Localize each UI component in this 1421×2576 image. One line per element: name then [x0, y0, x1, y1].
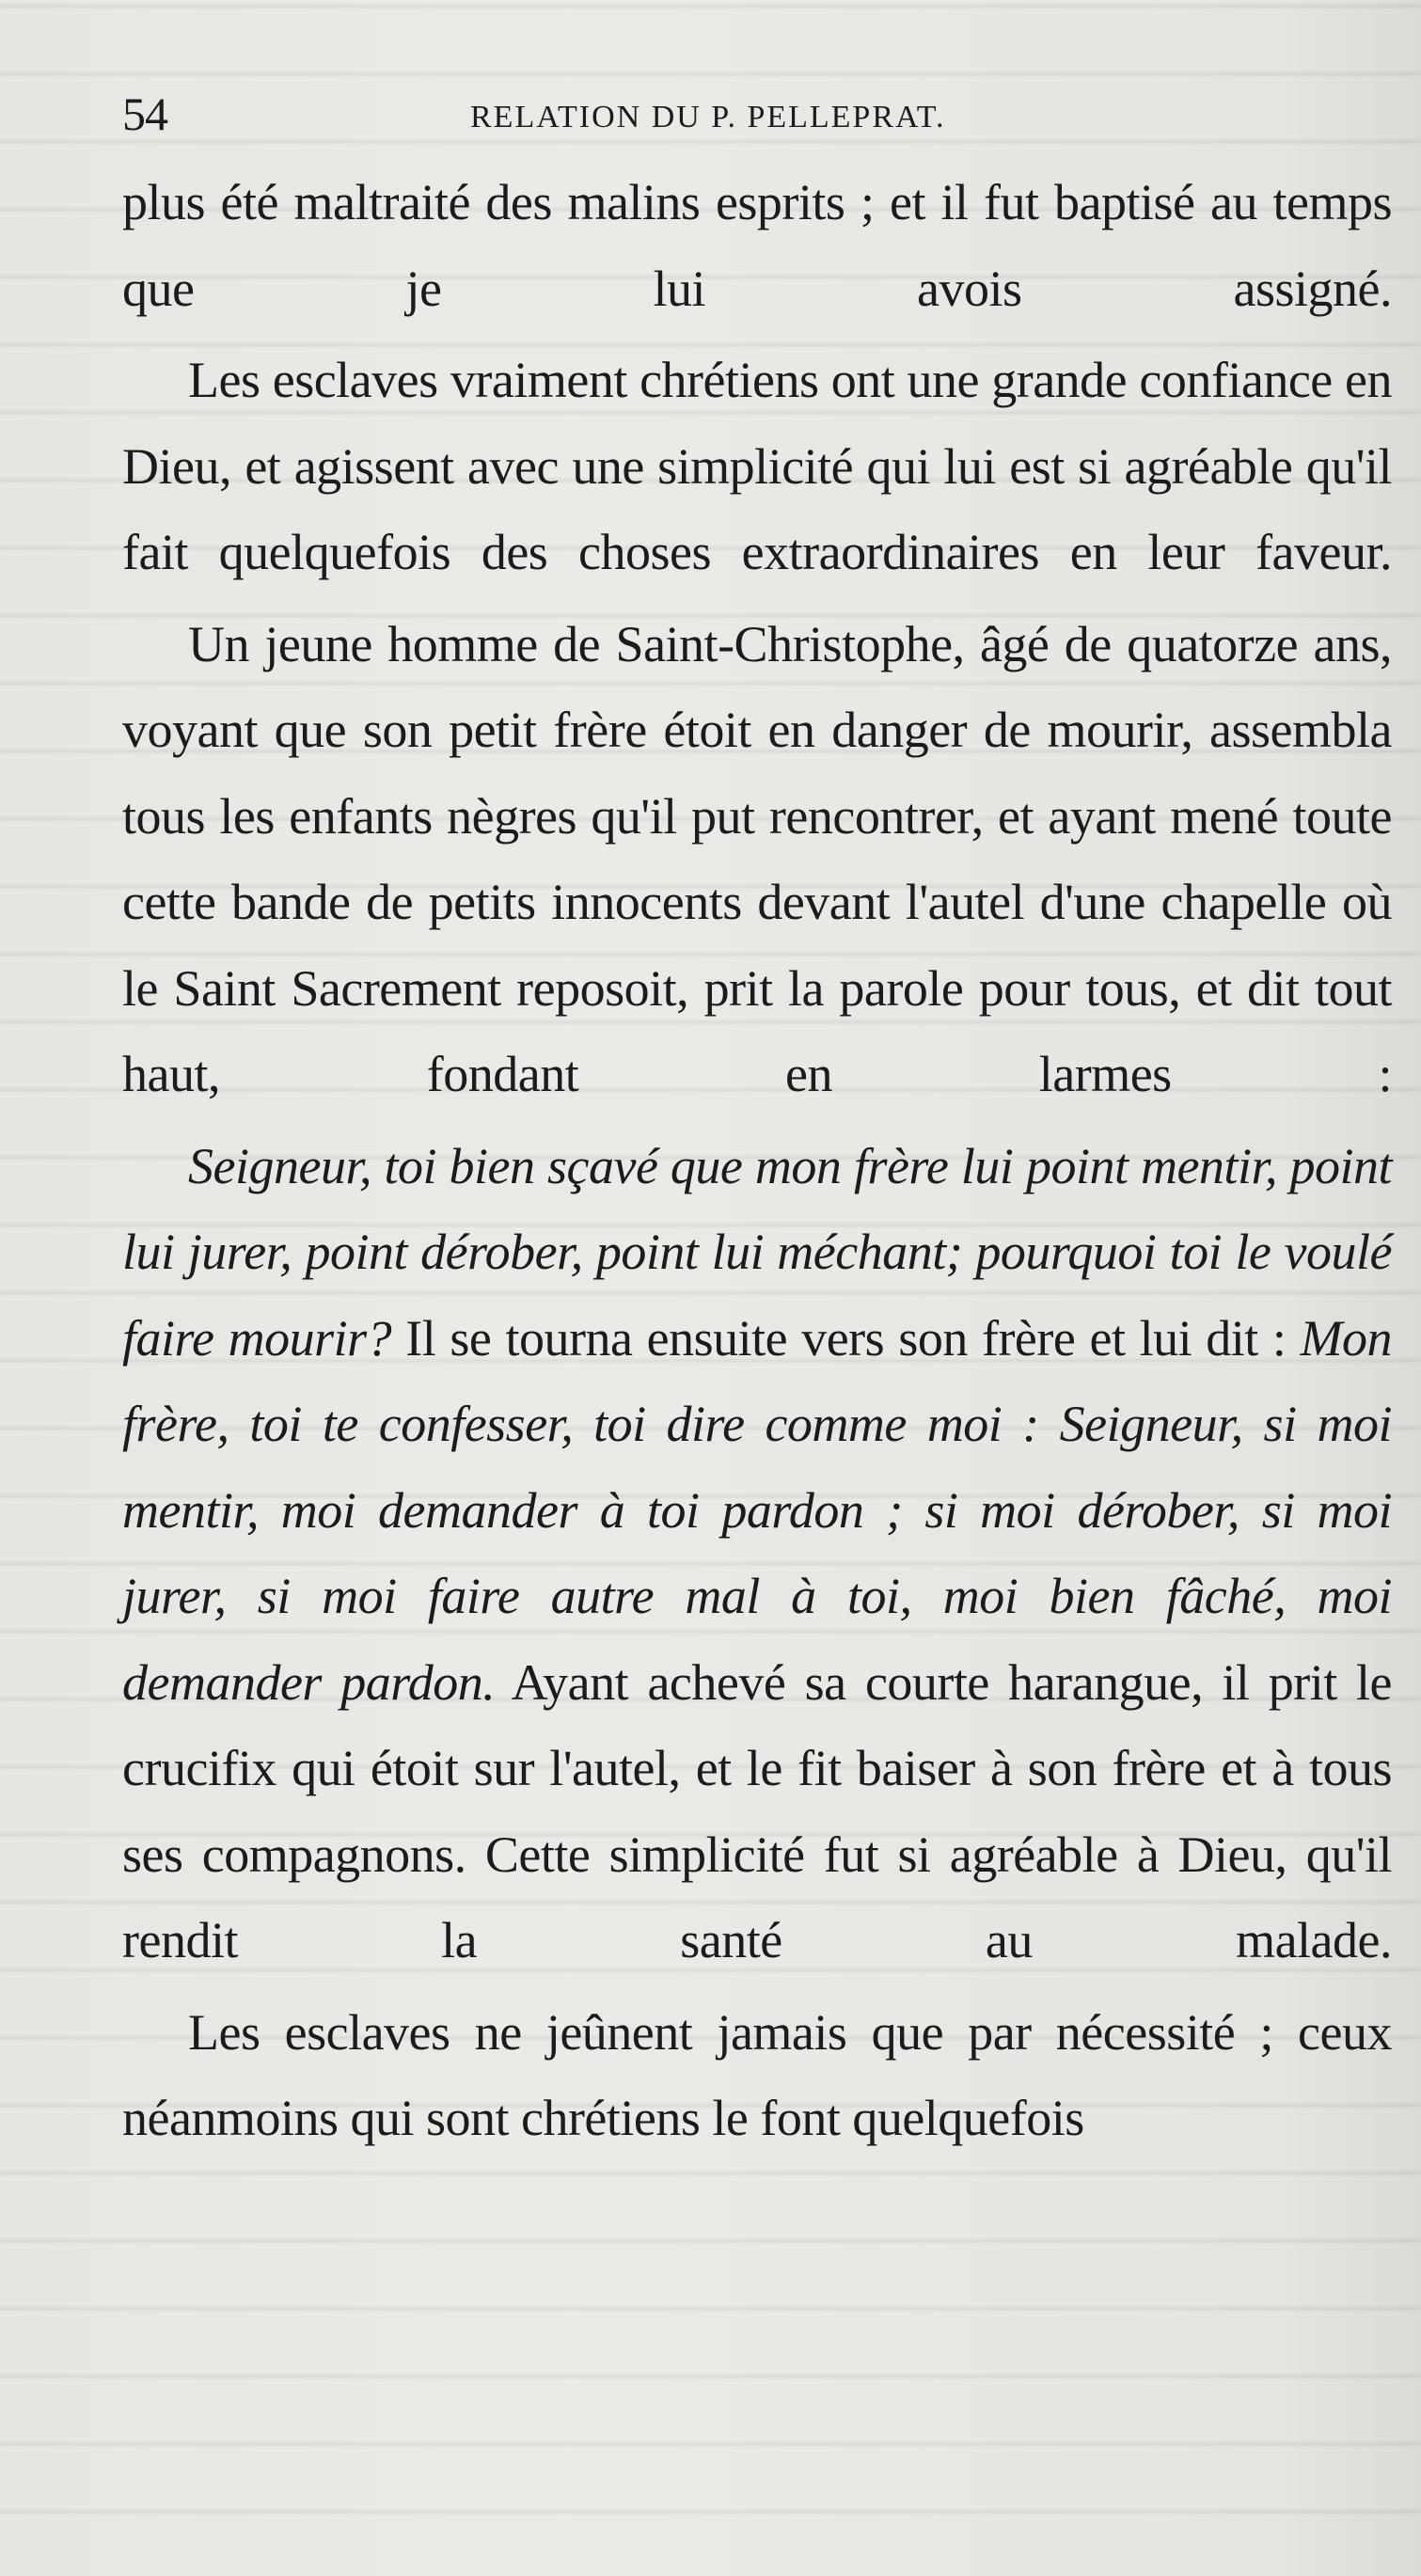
page-number: 54 — [122, 87, 167, 140]
italic-span: Seigneur, toi bien sçavé que mon frère lui point mentir, point lui jurer, point dérober, point lui méchant; pourquoi toi le voulé faire mourir? — [122, 1137, 1392, 1367]
paragraph — [122, 338, 1392, 596]
paragraph — [122, 160, 1392, 332]
running-title: RELATION DU P. PELLEPRAT. — [470, 100, 946, 134]
text-span: Ayant achevé sa courte harangue, il prit le crucifix qui étoit sur l'autel, et le fit baiser à son frère et à tous ses compagnons. Cette simplicité fut si agréable à Dieu, qu'il rendit la santé au malade. — [122, 1653, 1392, 1968]
text-span: Il se tourna ensuite vers son frère et lui dit : — [391, 1309, 1301, 1367]
italic-span: Mon frère, toi te confesser, toi dire comme moi : Seigneur, si moi mentir, moi demander à toi pardon ; si moi dérober, si moi jurer, si moi faire autre mal à toi, moi bien fâché, moi demander pardon. — [122, 1309, 1392, 1711]
text-span: Les esclaves vraiment chrétiens ont une grande confiance en Dieu, et agissent avec une simplicité qui lui est si agréable qu'il fait quelquefois des choses extraordinaires en leur faveur. — [122, 352, 1392, 580]
text-span: plus été maltraité des malins esprits ; et il fut baptisé au temps que je lui avois assigné. — [122, 174, 1392, 317]
text-span: Les esclaves ne jeûnent jamais que par nécessité ; ceux néanmoins qui sont chrétiens le font quelquefois — [122, 2003, 1392, 2146]
paragraph — [122, 1124, 1392, 1984]
paragraph — [122, 1990, 1392, 2162]
page-header — [122, 87, 1392, 143]
body-text — [122, 160, 1392, 2162]
text-span: Un jeune homme de Saint-Christophe, âgé de quatorze ans, voyant que son petit frère étoit en danger de mourir, assembla tous les enfants nègres qu'il put rencontrer, et ayant mené toute cette bande de petits innocents devant l'autel d'une chapelle où le Saint Sacrement reposoit, prit la parole pour tous, et dit tout haut, fondant en larmes : — [122, 615, 1392, 1102]
paragraph — [122, 602, 1392, 1118]
